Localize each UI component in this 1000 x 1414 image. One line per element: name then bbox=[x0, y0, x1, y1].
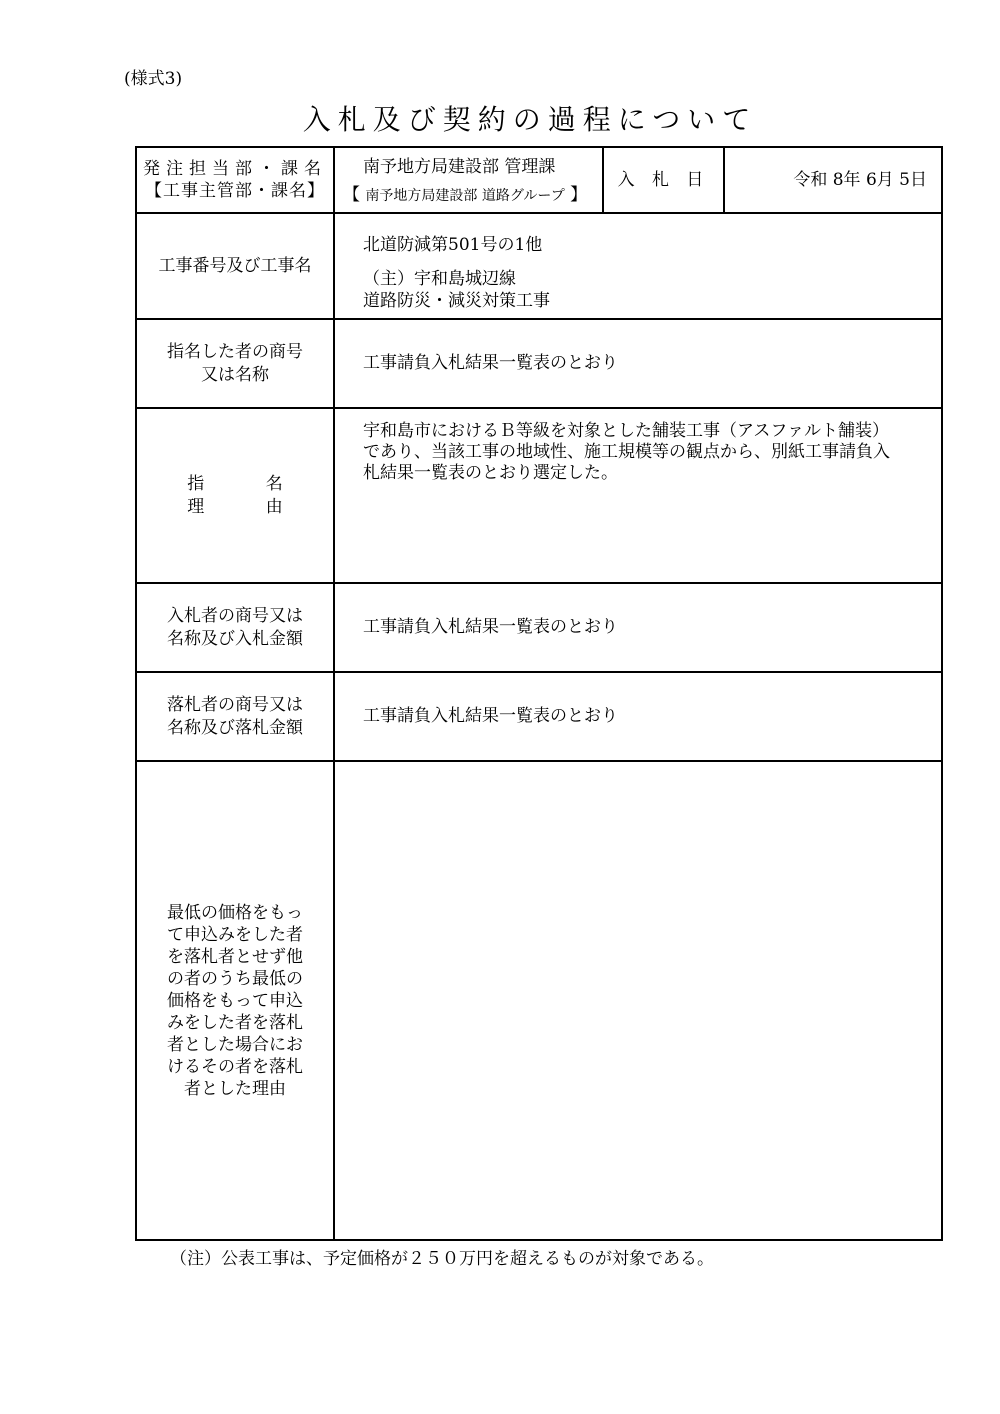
nominees-value: 工事請負入札結果一覧表のとおり bbox=[363, 353, 618, 374]
exception-label-line: を落札者とせず他 bbox=[167, 946, 303, 967]
nominees-label-line1: 指名した者の商号 bbox=[167, 342, 303, 363]
exception-reason-label-cell bbox=[137, 762, 333, 1239]
bid-date-value-cell bbox=[725, 148, 941, 212]
nomination-reason-value-cell bbox=[335, 409, 941, 582]
work-name-label-cell bbox=[137, 214, 333, 318]
footnote: （注）公表工事は、予定価格が２５０万円を超えるものが対象である。 bbox=[170, 1249, 714, 1269]
exception-reason-value-cell bbox=[335, 762, 941, 1239]
winner-label-cell bbox=[137, 673, 333, 760]
exception-label-line: 者とした理由 bbox=[184, 1078, 286, 1099]
winner-value: 工事請負入札結果一覧表のとおり bbox=[363, 706, 618, 727]
work-name-value-cell bbox=[335, 214, 941, 318]
winner-label-line2: 名称及び落札金額 bbox=[167, 717, 303, 738]
exception-label-line: 最低の価格をもっ bbox=[167, 902, 303, 923]
winner-value-cell bbox=[363, 673, 941, 760]
dept-label-line2: 【工事主管部・課名】 bbox=[145, 181, 325, 201]
bid-date-label-cell bbox=[604, 148, 723, 212]
route-name: （主）宇和島城辺線 bbox=[363, 269, 516, 289]
bracket-open: 【 bbox=[343, 185, 360, 205]
nomination-reason-line1: 宇和島市におけるＢ等級を対象とした舗装工事（アスファルト舗装） bbox=[363, 421, 889, 441]
exception-label-line: みをした者を落札 bbox=[167, 1012, 303, 1033]
work-title: 道路防災・減災対策工事 bbox=[363, 291, 550, 311]
dept-value-cell bbox=[335, 148, 602, 212]
exception-label-line: 者とした場合にお bbox=[167, 1034, 303, 1055]
nominees-label-line2: 又は名称 bbox=[201, 364, 269, 385]
bidders-value: 工事請負入札結果一覧表のとおり bbox=[363, 617, 618, 638]
nomination-reason-label: 指 名 理 由 bbox=[187, 474, 311, 517]
dept-sub-value: 南予地方局建設部 道路グループ bbox=[365, 188, 565, 204]
exception-label-line: の者のうち最低の bbox=[167, 968, 303, 989]
bidders-value-cell bbox=[363, 584, 941, 671]
dept-label-line1: 発注担当部・課名 bbox=[143, 158, 327, 179]
work-name-label: 工事番号及び工事名 bbox=[158, 255, 312, 276]
nominees-value-cell bbox=[363, 320, 941, 407]
dept-label-cell bbox=[137, 148, 333, 212]
nomination-reason-line2: であり、当該工事の地域性、施工規模等の観点から、別紙工事請負入 bbox=[363, 442, 890, 462]
winner-label-line1: 落札者の商号又は bbox=[167, 695, 303, 716]
bracket-close: 】 bbox=[570, 185, 588, 205]
dept-value-line2 bbox=[343, 184, 587, 206]
nomination-reason-line3: 札結果一覧表のとおり選定した。 bbox=[363, 463, 618, 483]
bid-date-value: 令和 8年 6月 5日 bbox=[793, 169, 927, 190]
form-number: (様式3) bbox=[124, 69, 183, 89]
bidders-label-cell bbox=[137, 584, 333, 671]
bidders-label-line2: 名称及び入札金額 bbox=[167, 628, 303, 649]
exception-label-line: けるその者を落札 bbox=[167, 1056, 303, 1077]
document-title: 入札及び契約の過程について bbox=[302, 103, 758, 136]
nomination-reason-label-cell bbox=[137, 409, 333, 582]
dept-value-line1: 南予地方局建設部 管理課 bbox=[363, 157, 556, 177]
exception-label-line: て申込みをした者 bbox=[167, 924, 303, 945]
form-table bbox=[135, 146, 943, 1241]
nominees-label-cell bbox=[137, 320, 333, 407]
bidders-label-line1: 入札者の商号又は bbox=[167, 606, 303, 627]
nomination-reason-text bbox=[363, 421, 890, 484]
exception-label-line: 価格をもって申込 bbox=[167, 990, 303, 1011]
work-number: 北道防減第501号の1他 bbox=[363, 235, 543, 255]
bid-date-label: 入 札 日 bbox=[617, 169, 710, 190]
